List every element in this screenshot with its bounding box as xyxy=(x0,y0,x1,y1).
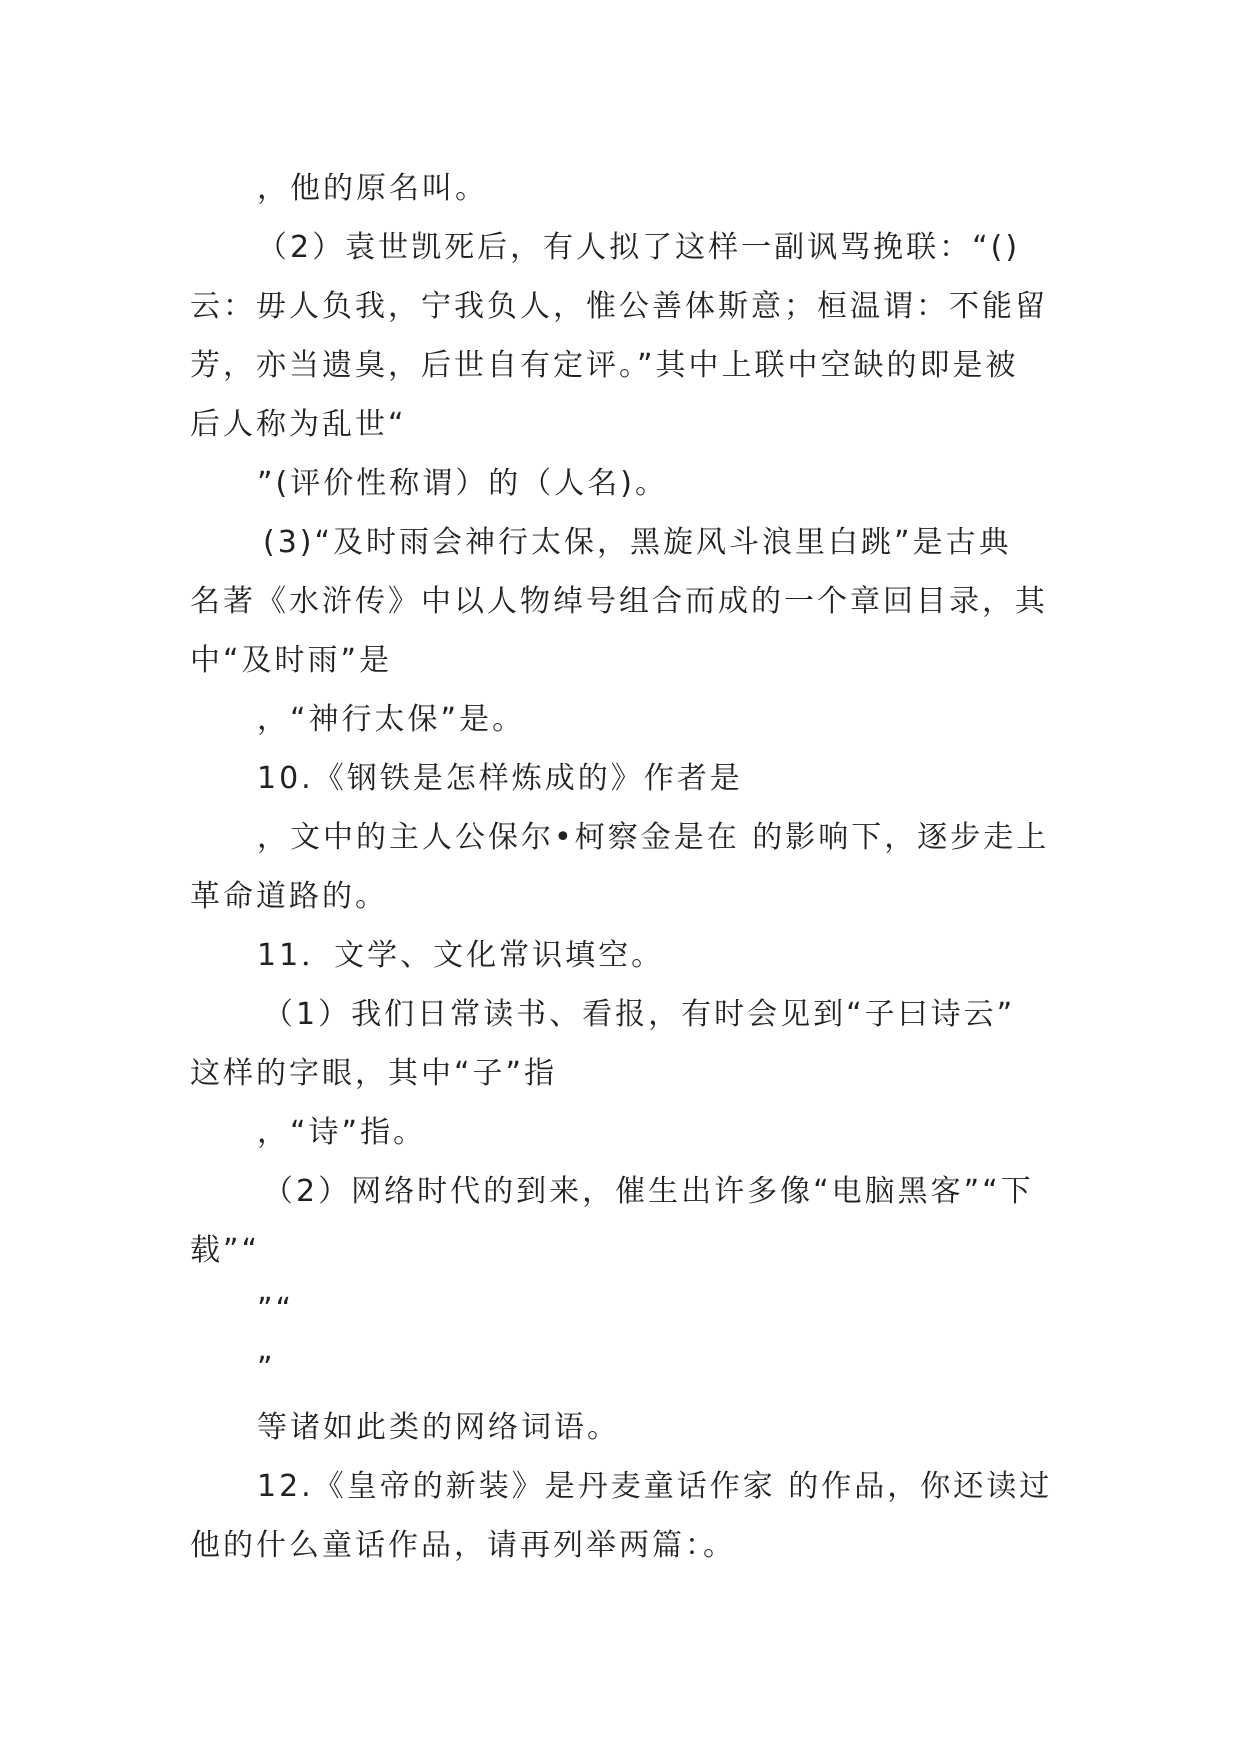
text-line: 等诸如此类的网络词语。 xyxy=(257,1410,620,1445)
text-line: （2）袁世凯死后，有人拟了这样一副讽骂挽联：“() xyxy=(257,230,1021,265)
text-line: 芳，亦当遗臭，后世自有定评。”其中上联中空缺的即是被 xyxy=(190,348,1019,383)
text-line: ”“ xyxy=(257,1292,295,1327)
text-line: (3)“及时雨会神行太保，黑旋风斗浪里白跳”是古典 xyxy=(263,525,1012,560)
text-line: 11．文学、文化常识填空。 xyxy=(257,938,665,973)
text-line: ，“神行太保”是。 xyxy=(257,702,526,737)
text-line: 10.《钢铁是怎样炼成的》作者是 xyxy=(257,761,743,796)
text-line: ，他的原名叫。 xyxy=(257,171,488,206)
text-line: 他的什么童话作品，请再列举两篇：。 xyxy=(190,1528,736,1563)
text-line: 后人称为乱世“ xyxy=(190,407,407,442)
text-line: ，“诗”指。 xyxy=(257,1115,427,1150)
document-body xyxy=(190,159,1053,1575)
text-line: ” xyxy=(257,1351,276,1386)
text-line: 中“及时雨”是 xyxy=(190,643,393,678)
text-line: ”(评价性称谓）的（人名)。 xyxy=(257,466,668,501)
text-line: 名著《水浒传》中以人物绰号组合而成的一个章回目录，其 xyxy=(190,584,1048,619)
text-line: （1）我们日常读书、看报，有时会见到“子曰诗云” xyxy=(263,997,1016,1032)
text-line: 这样的字眼，其中“子”指 xyxy=(190,1056,558,1091)
text-line: 载”“ xyxy=(190,1233,261,1268)
text-line: 革命道路的。 xyxy=(190,879,388,914)
text-line: 云：毋人负我，宁我负人，惟公善体斯意；桓温谓：不能留 xyxy=(190,289,1048,324)
text-line: （2）网络时代的到来，催生出许多像“电脑黑客”“下 xyxy=(263,1174,1034,1209)
text-line: ，文中的主人公保尔•柯察金是在 的影响下，逐步走上 xyxy=(257,820,1050,855)
text-line: 12.《皇帝的新装》是丹麦童话作家 的作品，你还读过 xyxy=(257,1469,1053,1504)
